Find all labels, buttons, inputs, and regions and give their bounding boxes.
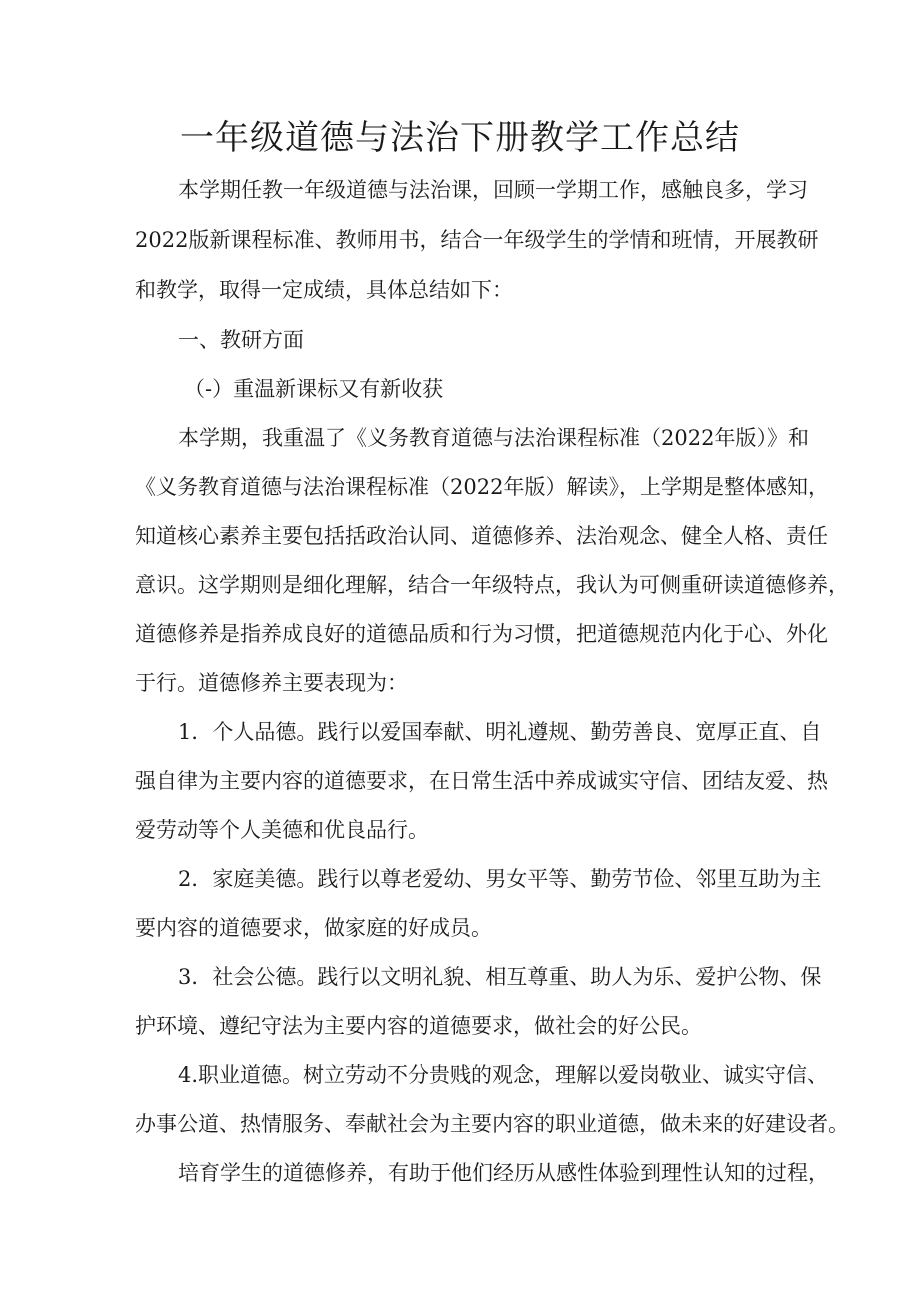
list-item-line: 3．社会公德。践行以文明礼貌、相互尊重、助人为乐、爱护公物、保 bbox=[178, 965, 822, 989]
list-item-line: 4.职业道德。树立劳动不分贵贱的观念，理解以爱岗敬业、诚实守信、 bbox=[178, 1063, 829, 1087]
subsection-heading: （-）重温新课标又有新收获 bbox=[184, 377, 444, 401]
paragraph-line: 知道核心素养主要包括括政治认同、道德修养、法治观念、健全人格、责任 bbox=[135, 524, 828, 548]
list-item-line: 办事公道、热情服务、奉献社会为主要内容的职业道德，做未来的好建设者。 bbox=[135, 1112, 849, 1136]
paragraph-line: 本学期，我重温了《义务教育道德与法治课程标准（2022年版）》和 bbox=[178, 426, 809, 450]
list-item-line: 爱劳动等个人美德和优良品行。 bbox=[135, 818, 429, 842]
paragraph-line: 意识。这学期则是细化理解，结合一年级特点，我认为可侧重研读道德修养， bbox=[135, 573, 849, 597]
paragraph-line: 于行。道德修养主要表现为： bbox=[135, 671, 408, 695]
list-item-line: 要内容的道德要求，做家庭的好成员。 bbox=[135, 916, 492, 940]
document-title: 一年级道德与法治下册教学工作总结 bbox=[180, 118, 740, 158]
list-item-line: 1．个人品德。践行以爱国奉献、明礼遵规、勤劳善良、宽厚正直、自 bbox=[178, 720, 822, 744]
list-item-line: 护环境、遵纪守法为主要内容的道德要求，做社会的好公民。 bbox=[135, 1014, 702, 1038]
list-item-line: 强自律为主要内容的道德要求，在日常生活中养成诚实守信、团结友爱、热 bbox=[135, 769, 828, 793]
paragraph-line: 培育学生的道德修养，有助于他们经历从感性体验到理性认知的过程， bbox=[178, 1161, 829, 1185]
paragraph-line: 道德修养是指养成良好的道德品质和行为习惯，把道德规范内化于心、外化 bbox=[135, 622, 828, 646]
list-item-line: 2．家庭美德。践行以尊老爱幼、男女平等、勤劳节俭、邻里互助为主 bbox=[178, 867, 822, 891]
paragraph-line: 本学期任教一年级道德与法治课，回顾一学期工作，感触良多，学习 bbox=[178, 178, 808, 202]
section-heading: 一、教研方面 bbox=[178, 328, 304, 352]
paragraph-line: 2022版新课程标准、教师用书，结合一年级学生的学情和班情，开展教研 bbox=[135, 228, 819, 252]
paragraph-line: 和教学，取得一定成绩，具体总结如下： bbox=[135, 278, 513, 302]
paragraph-line: 《义务教育道德与法治课程标准（2022年版）解读》，上学期是整体感知， bbox=[135, 475, 829, 499]
